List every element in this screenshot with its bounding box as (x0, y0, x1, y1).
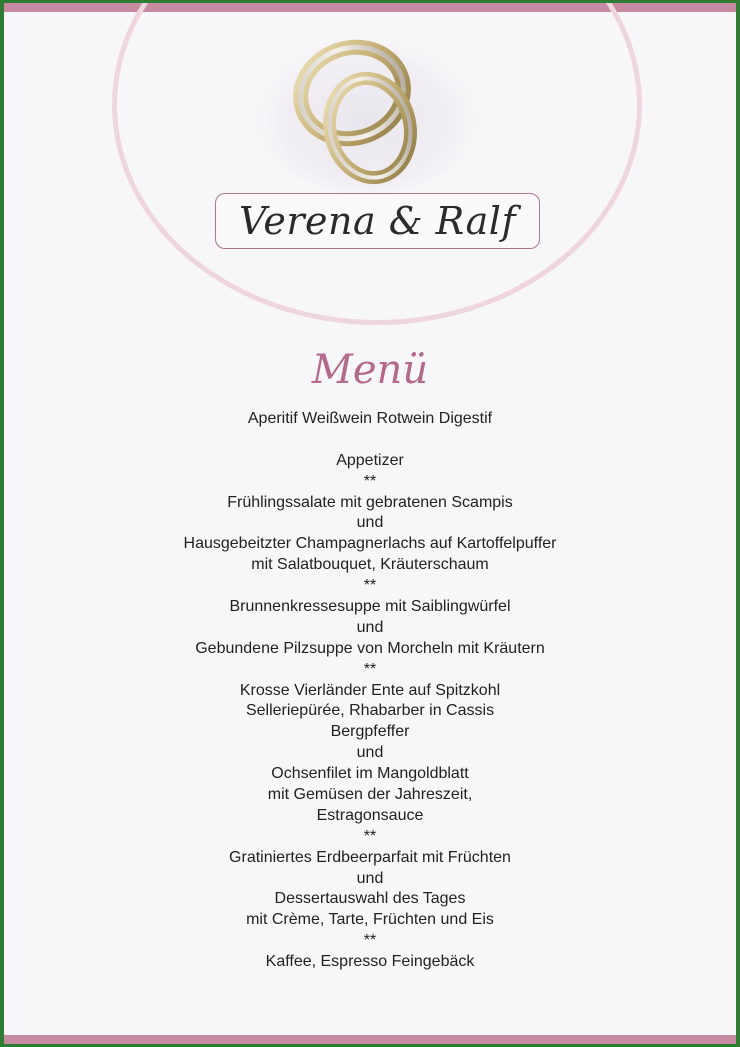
blank-line (4, 430, 736, 451)
course-separator: ** (363, 577, 377, 595)
menu-line: und (356, 618, 384, 636)
course-separator: ** (363, 472, 377, 490)
menu-line: Kaffee, Espresso Feingebäck (265, 953, 475, 971)
menu-line: Appetizer (336, 451, 404, 469)
menu-line: Hausgebeitzter Champagnerlachs auf Kartoffelpuffer (183, 535, 557, 553)
menu-line: Krosse Vierländer Ente auf Spitzkohl (239, 681, 501, 699)
course-separator: ** (363, 827, 377, 845)
bottom-border-bar (4, 1035, 736, 1044)
menu-course-list (4, 409, 736, 973)
menu-line: Gebundene Pilzsuppe von Morcheln mit Kräutern (195, 639, 545, 657)
menu-line: mit Salatbouquet, Kräuterschaum (251, 556, 489, 574)
wedding-rings-image (252, 13, 482, 198)
menu-line: Aperitif Weißwein Rotwein Digestif (247, 410, 493, 427)
menu-title: Menü (311, 347, 429, 393)
menu-line: Selleriepürée, Rhabarber in Cassis (245, 702, 495, 720)
course-separator: ** (363, 932, 377, 950)
menu-line: Dessertauswahl des Tages (274, 890, 466, 908)
menu-line: Gratiniertes Erdbeerparfait mit Früchten (229, 848, 511, 866)
course-separator: ** (363, 660, 377, 678)
menu-card (4, 3, 736, 1044)
menu-line: Bergpfeffer (330, 723, 410, 741)
menu-line: mit Gemüsen der Jahreszeit, (267, 786, 473, 804)
menu-line: mit Crème, Tarte, Früchten und Eis (246, 911, 494, 929)
menu-line: Frühlingssalate mit gebratenen Scampis (227, 493, 513, 511)
menu-line: und (356, 744, 384, 762)
couple-names: Verena & Ralf (238, 199, 517, 243)
menu-line: und (356, 869, 384, 887)
menu-line: Ochsenfilet im Mangoldblatt (271, 765, 469, 783)
names-banner (215, 193, 540, 249)
menu-line: Estragonsauce (316, 806, 424, 824)
menu-line: Brunnenkressesuppe mit Saiblingwürfel (229, 598, 511, 616)
menu-line: und (356, 514, 384, 532)
